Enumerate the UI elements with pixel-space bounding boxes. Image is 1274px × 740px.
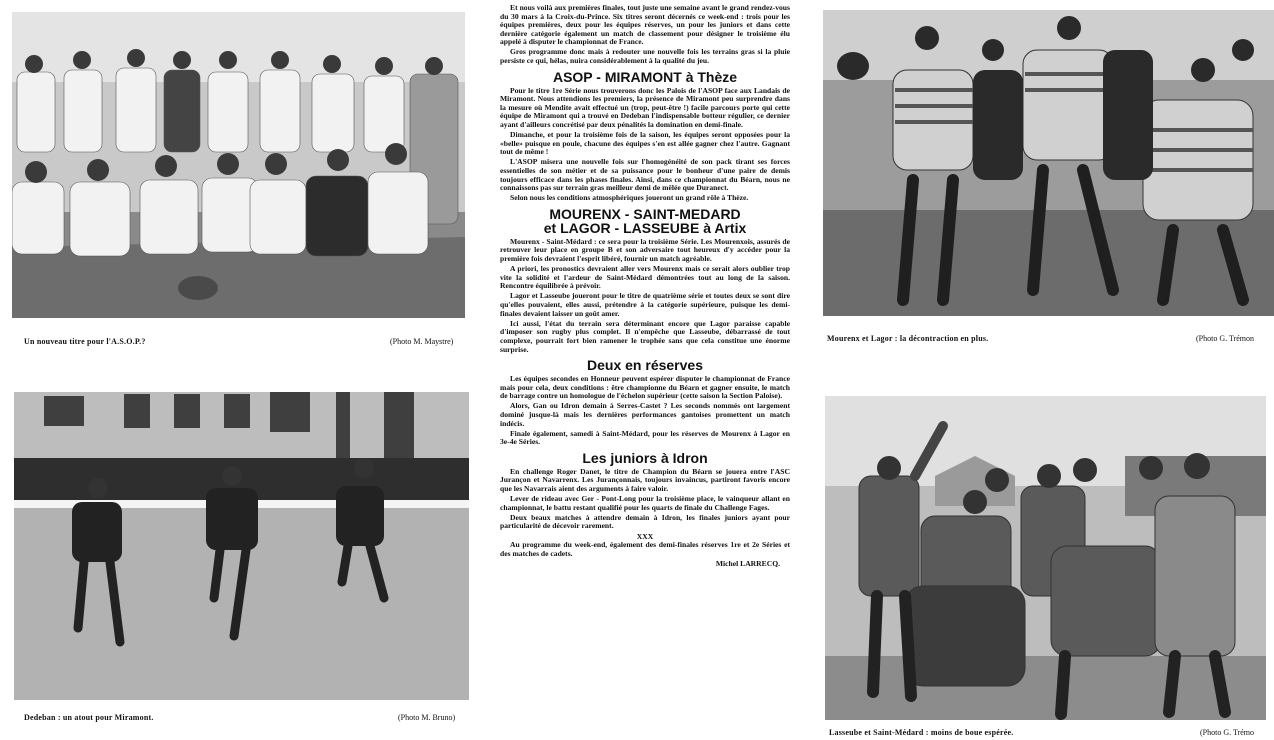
article-paragraph: Gros programme donc mais à redouter une nouvelle fois les terrains gras si la pluie persiste ce qui, hélas, nuira considérablement à la qualité du jeu.: [500, 47, 790, 66]
photo-mourenx-lagor: [823, 10, 1274, 316]
article-paragraph: Selon nous les conditions atmosphériques joueront un grand rôle à Thèze.: [510, 193, 749, 203]
photo-caption: Lasseube et Saint-Médard : moins de boue espérée.: [829, 728, 1014, 737]
photo-lasseube-saint-medard: [825, 396, 1266, 720]
article-paragraph: Ici aussi, l'état du terrain sera déterminant encore que Lagor paraisse capable d'imposer son rugby plus complet. Il n'empêche que Lasseube, débarrassé de tout complexe, pourrait fort bien ramener le trophée sans que cela constitue une énorme surprise.: [500, 318, 790, 354]
photo-credit: (Photo M. Maystre): [390, 337, 454, 346]
article-paragraph: En challenge Roger Danet, le titre de Champion du Béarn se jouera entre l'ASC Jurançon et Navarrenx. Les Jurançonnais, toujours invaincus, partiront favoris encore que les Navarrais aient des arguments à faire valoir.: [500, 466, 790, 494]
article-paragraph: Mourenx - Saint-Médard : ce sera pour la troisième Série. Les Mourenxois, assurés de retrouver leur place en groupe B et son adversaire tout heureux d'y accéder pour la première fois devraient l'esprit libéré, fournir un match agréable.: [500, 236, 790, 264]
article-paragraph: Finale également, samedi à Saint-Médard, pour les réserves de Mourenx à Lagor en 3e-4e Séries.: [500, 428, 790, 447]
article-paragraph: L'ASOP misera une nouvelle fois sur l'homogénéité de son pack tirant ses forces essentielles de son métier et de sa puissance pour le bonheur d'une paire de demis toujours efficace dans les phases finales. Ainsi, dans ce championnat du Béarn, nous ne connaissons pas sur terrain gras meilleur demi de mêlée que Duranect.: [500, 157, 790, 193]
photo-credit: (Photo M. Bruno): [398, 713, 456, 722]
article-paragraph: Les équipes secondes en Honneur peuvent espérer disputer le championnat de France mais pour cela, deux conditions : être championne du Béarn et gagner ensuite, le match de barrage contre un homologue de l'échelon supérieur (cette saison la Section Paloise).: [500, 374, 790, 401]
article-paragraph: Au programme du week-end, également des demi-finales réserves 1re et 2e Séries et des matches de cadets.: [500, 540, 790, 558]
photo-caption: Un nouveau titre pour l'A.S.O.P.?: [24, 337, 146, 346]
article-paragraph: Deux beaux matches à attendre demain à Idron, les finales juniors ayant pour particularité de décevoir rarement.: [500, 512, 790, 531]
article-paragraph: A priori, les pronostics devraient aller vers Mourenx mais ce serait alors oublier trop vite la solidité et l'ardeur de Saint-Médard démontrées tout au long de la saison. Rencontre équilibrée à prévoir.: [500, 264, 790, 291]
section-heading: MOURENX - SAINT-MEDARD: [549, 205, 741, 222]
article-paragraph: Lever de rideau avec Ger - Pont-Long pour la troisième place, le vainqueur allant en championnat, le battu restant qualifié pour les quarts de finale du Challenge Fages.: [500, 494, 790, 512]
section-heading: ASOP - MIRAMONT à Thèze: [552, 68, 738, 85]
article-column: [500, 4, 790, 568]
section-heading: Les juniors à Idron: [582, 449, 708, 466]
article-paragraph: Et nous voilà aux premières finales, tout juste une semaine avant le grand rendez-vous du 30 mars à la Croix-du-Prince. Six titres seront décernés ce week-end : trois pour les équipes premières, deux pour les équipes réserves, un pour les juniors et dans cette dernière catégorie également un match de classement pour désigner le troisième élu appelé à disputer le championnat de France.: [500, 3, 790, 47]
photo-dedeban: [14, 392, 469, 700]
photo-credit: (Photo G. Trémo: [1200, 728, 1255, 737]
photo-caption: Mourenx et Lagor : la décontraction en plus.: [827, 334, 989, 343]
article-paragraph: Alors, Gan ou Idron demain à Serres-Castet ? Les seconds nommés ont largement dominé jusque-là mais les dernières performances gantoises promettent un match indécis.: [500, 401, 790, 428]
article-paragraph: Dimanche, et pour la troisième fois de la saison, les équipes seront opposées pour la «belle» puisque en poule, chacune des équipes s'en est allée gagner chez l'autre. Gagnant tout de même !: [500, 130, 790, 157]
section-subheading: et LAGOR - LASSEUBE à Artix: [543, 219, 747, 236]
section-heading: Deux en réserves: [587, 357, 703, 374]
photo-credit: (Photo G. Trémon: [1196, 334, 1255, 343]
photo-caption: Dedeban : un atout pour Miramont.: [24, 713, 154, 722]
separator: XXX: [636, 531, 654, 541]
photo-team-asop: [12, 12, 465, 318]
article-paragraph: Lagor et Lasseube joueront pour le titre de quatrième série et toutes deux se sont dire qu'elles pouvaient, elles aussi, prétendre à la catégorie supérieure, puisque les demi-finales devaient laisser un goût amer.: [500, 291, 790, 318]
article-paragraph: Pour le titre 1re Série nous trouverons donc les Palois de l'ASOP face aux Landais de Miramont. Nous attendions les premiers, la présence de Miramont peu surprendre dans la mesure où Mendite avait effectué un (trop, peut-être !) facile parcours porte qui cette équipe de Miramont qui a trouvé en Dedeban l'indispensable botteur régulier, ce dernier ayant d'ailleurs concrétisé par deux pénalités la domination en demi-finale.: [500, 85, 790, 130]
author-signature: Michel LARRECQ.: [715, 558, 780, 568]
